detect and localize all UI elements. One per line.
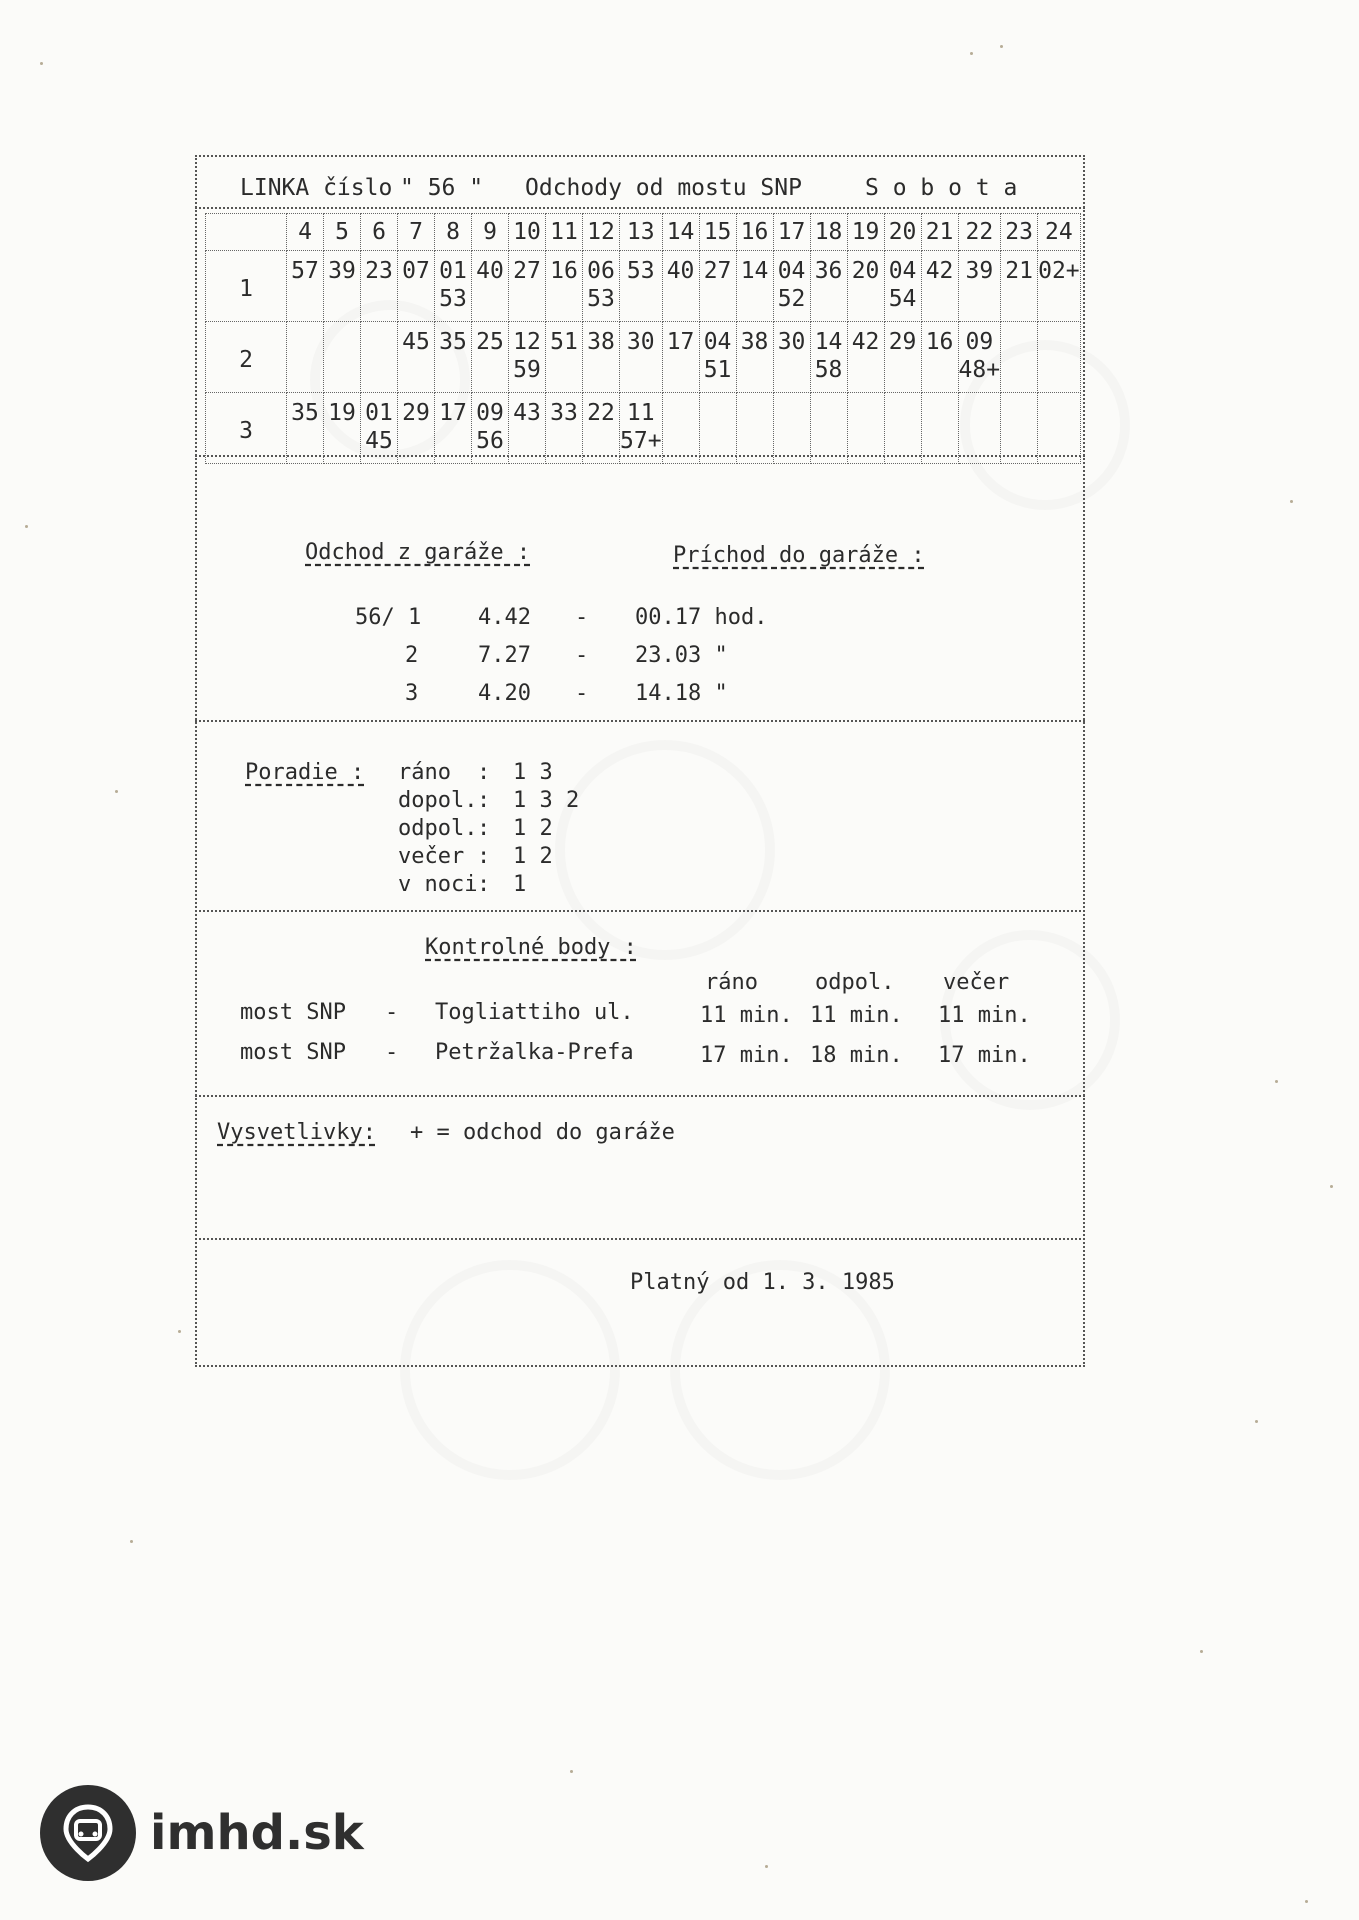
departure-cell xyxy=(509,393,546,464)
garage-arrival-time: 14.18 " xyxy=(635,681,728,706)
control-from: most SNP xyxy=(240,1040,346,1065)
departure-minute: 53 xyxy=(439,286,467,312)
departure-minute: 35 xyxy=(291,400,319,426)
control-time: 17 min. xyxy=(700,1043,793,1068)
departure-cell xyxy=(736,251,773,322)
departure-minute: 22 xyxy=(587,400,615,426)
order-colon: : xyxy=(477,788,491,813)
departure-minute: 23 xyxy=(365,258,393,284)
departure-cell xyxy=(884,393,921,464)
departure-cell xyxy=(398,251,435,322)
departure-cell xyxy=(324,393,361,464)
departure-cell xyxy=(1001,322,1038,393)
brand-logo xyxy=(40,1785,364,1881)
hour-header: 11 xyxy=(546,214,583,251)
garage-arrival-time: 23.03 " xyxy=(635,643,728,668)
garage-run: 3 xyxy=(405,681,419,706)
departure-cell xyxy=(435,322,472,393)
departure-cell xyxy=(810,322,847,393)
departure-cell xyxy=(1001,251,1038,322)
run-row xyxy=(206,322,1081,393)
hour-header: 12 xyxy=(583,214,620,251)
departure-minute: 17 xyxy=(439,400,467,426)
departure-minute: 27 xyxy=(513,258,541,284)
control-time: 18 min. xyxy=(810,1043,903,1068)
departure-minute: 01 xyxy=(365,400,393,426)
notes-title: Vysvetlivky: xyxy=(217,1120,376,1145)
order-value: 1 xyxy=(513,872,527,897)
departure-cell xyxy=(699,322,736,393)
brand-name: imhd.sk xyxy=(150,1805,364,1861)
departure-cell xyxy=(361,393,398,464)
departure-cell xyxy=(546,393,583,464)
departure-cell xyxy=(472,322,509,393)
departure-minute: 29 xyxy=(402,400,430,426)
run-number: 1 xyxy=(206,251,287,322)
garage-dash: - xyxy=(575,643,589,668)
notes-text: + = odchod do garáže xyxy=(410,1120,675,1145)
departure-cell xyxy=(287,322,324,393)
hour-header: 21 xyxy=(921,214,958,251)
departure-cell xyxy=(324,322,361,393)
garage-departure-time: 7.27 xyxy=(478,643,531,668)
departure-minute: 40 xyxy=(666,258,695,284)
garage-run: 2 xyxy=(405,643,419,668)
hour-header: 19 xyxy=(847,214,884,251)
timetable-sheet xyxy=(195,155,1085,1370)
control-time: 17 min. xyxy=(938,1043,1031,1068)
departure-minute: 29 xyxy=(888,329,917,355)
departure-cell xyxy=(1038,251,1081,322)
departure-minute: 16 xyxy=(550,258,578,284)
departure-cell xyxy=(620,251,663,322)
garage-departure-title: Odchod z garáže : xyxy=(305,540,531,565)
order-title: Poradie : xyxy=(245,760,365,785)
day-label: S o b o t a xyxy=(865,175,1018,201)
hour-header: 17 xyxy=(773,214,810,251)
departure-cell xyxy=(361,251,398,322)
departure-cell xyxy=(662,393,699,464)
order-colon: : xyxy=(477,760,491,785)
departure-minute: 20 xyxy=(851,258,880,284)
hour-header: 15 xyxy=(699,214,736,251)
garage-departure-time: 4.42 xyxy=(478,605,531,630)
departure-minute: 40 xyxy=(476,258,504,284)
hour-header: 5 xyxy=(324,214,361,251)
departure-cell xyxy=(884,251,921,322)
control-time: 11 min. xyxy=(700,1003,793,1028)
departure-cell xyxy=(773,322,810,393)
departure-cell xyxy=(773,393,810,464)
departure-minute: 30 xyxy=(777,329,806,355)
departure-cell xyxy=(699,393,736,464)
hour-header: 23 xyxy=(1001,214,1038,251)
departure-cell xyxy=(958,251,1001,322)
control-dash: - xyxy=(385,1000,399,1025)
garage-dash: - xyxy=(575,605,589,630)
line-number: " 56 " xyxy=(400,175,484,201)
departure-cell xyxy=(509,322,546,393)
departure-minute: 52 xyxy=(777,286,806,312)
run-number: 3 xyxy=(206,393,287,464)
departure-minute: 38 xyxy=(587,329,615,355)
departure-cell xyxy=(287,393,324,464)
control-time: 11 min. xyxy=(938,1003,1031,1028)
valid-from: Platný od 1. 3. 1985 xyxy=(630,1270,895,1295)
departure-minute: 54 xyxy=(888,286,917,312)
departure-cell xyxy=(958,393,1001,464)
departures-from: Odchody od mostu SNP xyxy=(525,175,802,201)
run-row xyxy=(206,393,1081,464)
departure-cell xyxy=(324,251,361,322)
departure-minute: 57+ xyxy=(620,428,662,454)
departure-minute: 38 xyxy=(740,329,769,355)
departure-minute: 30 xyxy=(626,329,655,355)
departure-cell xyxy=(921,322,958,393)
garage-run: 56/ 1 xyxy=(355,605,422,630)
hour-header: 22 xyxy=(958,214,1001,251)
departure-cell xyxy=(583,393,620,464)
departure-minute: 21 xyxy=(1005,258,1033,284)
control-dash: - xyxy=(385,1040,399,1065)
departure-minute: 16 xyxy=(925,329,954,355)
departure-cell xyxy=(662,251,699,322)
departure-cell xyxy=(472,251,509,322)
departure-minute: 45 xyxy=(402,329,430,355)
departure-minute: 53 xyxy=(626,258,655,284)
line-label: LINKA číslo xyxy=(240,175,393,201)
hour-header: 14 xyxy=(662,214,699,251)
departure-minute: 51 xyxy=(550,329,578,355)
departure-cell xyxy=(921,251,958,322)
departure-minute: 51 xyxy=(703,357,732,383)
departure-minute: 07 xyxy=(402,258,430,284)
departure-table xyxy=(205,213,1081,464)
departure-minute: 45 xyxy=(365,428,393,454)
garage-departure-time: 4.20 xyxy=(478,681,531,706)
departure-minute: 53 xyxy=(587,286,615,312)
departure-cell xyxy=(472,393,509,464)
departure-cell xyxy=(736,393,773,464)
garage-dash: - xyxy=(575,681,589,706)
control-to: Petržalka-Prefa xyxy=(435,1040,634,1065)
departure-minute: 11 xyxy=(626,400,655,426)
departure-cell xyxy=(435,393,472,464)
departure-cell xyxy=(509,251,546,322)
departure-cell xyxy=(398,393,435,464)
hour-header: 18 xyxy=(810,214,847,251)
departure-cell xyxy=(1038,393,1081,464)
order-label: večer xyxy=(398,844,465,869)
order-label: odpol. xyxy=(398,816,478,841)
bus-in-pin-icon xyxy=(40,1785,136,1881)
departure-minute: 01 xyxy=(439,258,467,284)
order-colon: : xyxy=(477,872,491,897)
departure-cell xyxy=(847,393,884,464)
departure-cell xyxy=(810,251,847,322)
departure-minute: 04 xyxy=(703,329,732,355)
departure-minute: 14 xyxy=(740,258,769,284)
control-to: Togliattiho ul. xyxy=(435,1000,634,1025)
departure-minute: 06 xyxy=(587,258,615,284)
control-time: 11 min. xyxy=(810,1003,903,1028)
order-colon: : xyxy=(477,816,491,841)
departure-cell xyxy=(398,322,435,393)
departure-minute: 59 xyxy=(513,357,541,383)
departure-minute: 14 xyxy=(814,329,843,355)
departure-minute: 48+ xyxy=(958,357,1001,383)
departure-minute: 36 xyxy=(814,258,843,284)
departure-cell xyxy=(546,322,583,393)
departure-cell xyxy=(699,251,736,322)
departure-cell xyxy=(773,251,810,322)
departure-minute: 02+ xyxy=(1038,258,1080,284)
departure-cell xyxy=(810,393,847,464)
departure-minute: 43 xyxy=(513,400,541,426)
hour-header: 10 xyxy=(509,214,546,251)
departure-minute: 35 xyxy=(439,329,467,355)
departure-cell xyxy=(361,322,398,393)
departure-minute: 09 xyxy=(965,329,994,355)
departure-cell xyxy=(287,251,324,322)
hour-header: 9 xyxy=(472,214,509,251)
hour-header: 16 xyxy=(736,214,773,251)
departure-cell xyxy=(958,322,1001,393)
departure-cell xyxy=(620,393,663,464)
departure-minute: 12 xyxy=(513,329,541,355)
departure-cell xyxy=(583,322,620,393)
hour-header: 4 xyxy=(287,214,324,251)
order-colon: : xyxy=(477,844,491,869)
departure-minute: 42 xyxy=(925,258,954,284)
departure-minute: 09 xyxy=(476,400,504,426)
departure-minute: 04 xyxy=(888,258,917,284)
departure-cell xyxy=(847,322,884,393)
hour-header: 7 xyxy=(398,214,435,251)
departure-cell xyxy=(546,251,583,322)
run-number: 2 xyxy=(206,322,287,393)
hour-header: 20 xyxy=(884,214,921,251)
hour-header: 6 xyxy=(361,214,398,251)
departure-cell xyxy=(620,322,663,393)
departure-cell xyxy=(736,322,773,393)
departure-minute: 17 xyxy=(666,329,695,355)
garage-arrival-time: 00.17 hod. xyxy=(635,605,768,630)
departure-cell xyxy=(583,251,620,322)
control-from: most SNP xyxy=(240,1000,346,1025)
departure-minute: 25 xyxy=(476,329,504,355)
order-label: v noci xyxy=(398,872,478,897)
hour-header: 13 xyxy=(620,214,663,251)
order-label: ráno xyxy=(398,760,451,785)
departure-minute: 04 xyxy=(777,258,806,284)
order-value: 1 3 2 xyxy=(513,788,580,813)
departure-minute: 39 xyxy=(328,258,356,284)
departure-minute: 42 xyxy=(851,329,880,355)
hour-header: 8 xyxy=(435,214,472,251)
departure-cell xyxy=(1001,393,1038,464)
departure-minute: 57 xyxy=(291,258,319,284)
control-column-header: ráno xyxy=(705,970,758,995)
departure-minute: 27 xyxy=(703,258,732,284)
departure-cell xyxy=(1038,322,1081,393)
control-column-header: večer xyxy=(943,970,1010,995)
departure-minute: 56 xyxy=(476,428,504,454)
departure-cell xyxy=(884,322,921,393)
departure-cell xyxy=(662,322,699,393)
control-title: Kontrolné body : xyxy=(425,935,637,960)
control-column-header: odpol. xyxy=(815,970,895,995)
departure-minute: 39 xyxy=(965,258,994,284)
order-value: 1 3 xyxy=(513,760,553,785)
departure-cell xyxy=(921,393,958,464)
order-label: dopol. xyxy=(398,788,478,813)
departure-cell xyxy=(435,251,472,322)
garage-arrival-title: Príchod do garáže : xyxy=(673,543,925,568)
order-value: 1 2 xyxy=(513,816,553,841)
departure-minute: 33 xyxy=(550,400,578,426)
order-value: 1 2 xyxy=(513,844,553,869)
departure-cell xyxy=(847,251,884,322)
run-row xyxy=(206,251,1081,322)
departure-minute: 58 xyxy=(814,357,843,383)
hour-header: 24 xyxy=(1038,214,1081,251)
corner-cell xyxy=(206,214,287,251)
departure-minute: 19 xyxy=(328,400,356,426)
